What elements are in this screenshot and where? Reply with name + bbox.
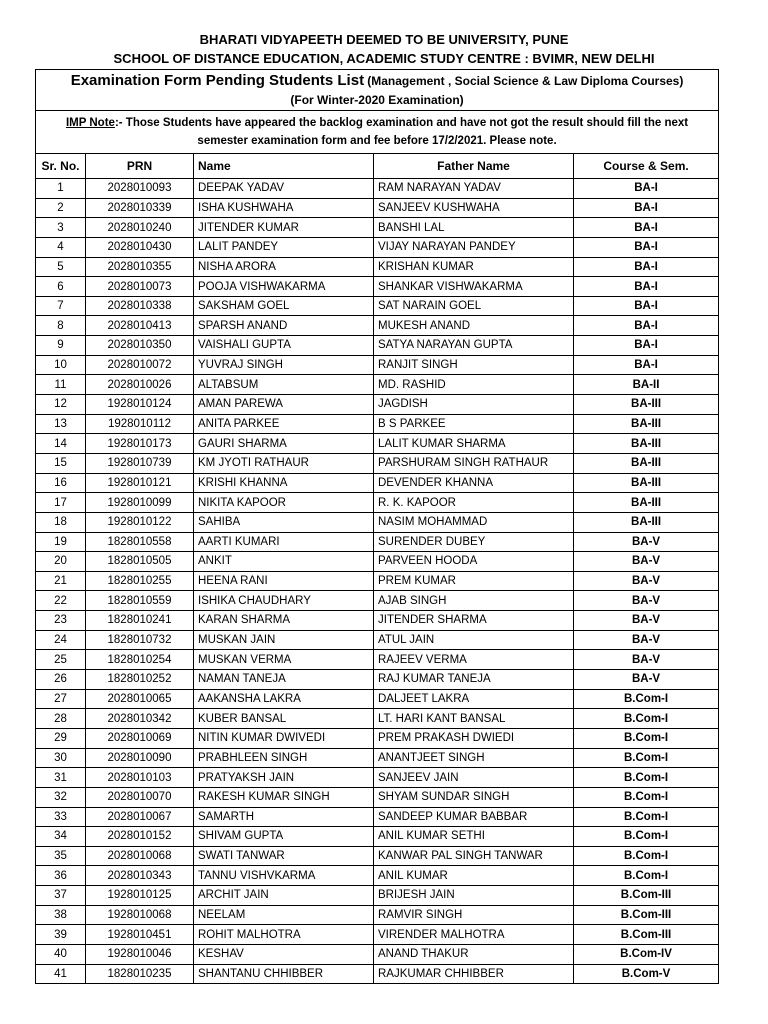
prn-cell: 2028010430	[86, 237, 194, 257]
sr-no-cell: 20	[36, 552, 86, 572]
sr-no-cell: 28	[36, 709, 86, 729]
table-row	[36, 257, 719, 277]
course-sem-cell: BA-I	[574, 296, 719, 316]
father-name-cell: PARVEEN HOODA	[374, 552, 574, 572]
course-sem-cell: B.Com-I	[574, 709, 719, 729]
table-row	[36, 316, 719, 336]
prn-cell: 1928010112	[86, 414, 194, 434]
prn-cell: 2028010339	[86, 198, 194, 218]
name-cell: KESHAV	[194, 944, 374, 964]
sr-no-cell: 31	[36, 768, 86, 788]
father-name-cell: SURENDER DUBEY	[374, 532, 574, 552]
course-sem-cell: BA-V	[574, 571, 719, 591]
course-sem-cell: B.Com-III	[574, 925, 719, 945]
name-cell: YUVRAJ SINGH	[194, 355, 374, 375]
course-sem-cell: BA-V	[574, 552, 719, 572]
prn-cell: 2028010069	[86, 728, 194, 748]
prn-cell: 2028010070	[86, 787, 194, 807]
school-name: SCHOOL OF DISTANCE EDUCATION, ACADEMIC STUDY CENTRE : BVIMR, NEW DELHI	[113, 51, 655, 66]
prn-cell: 1828010252	[86, 670, 194, 690]
table-row	[36, 807, 719, 827]
father-name-cell: RAM NARAYAN YADAV	[374, 179, 574, 199]
sr-no-cell: 33	[36, 807, 86, 827]
name-cell: KRISHI KHANNA	[194, 473, 374, 493]
table-row	[36, 198, 719, 218]
course-sem-cell: BA-I	[574, 179, 719, 199]
name-cell: AAKANSHA LAKRA	[194, 689, 374, 709]
name-cell: NISHA ARORA	[194, 257, 374, 277]
prn-cell: 1928010099	[86, 493, 194, 513]
table-row	[36, 964, 719, 984]
title-row	[36, 70, 719, 111]
course-sem-cell: BA-V	[574, 630, 719, 650]
sr-no-cell: 5	[36, 257, 86, 277]
col-header-prn: PRN	[86, 154, 194, 179]
exam-session: (For Winter-2020 Examination)	[290, 93, 464, 107]
name-cell: ALTABSUM	[194, 375, 374, 395]
course-sem-cell: B.Com-I	[574, 866, 719, 886]
name-cell: NAMAN TANEJA	[194, 670, 374, 690]
father-name-cell: RAJEEV VERMA	[374, 650, 574, 670]
table-row	[36, 237, 719, 257]
sr-no-cell: 22	[36, 591, 86, 611]
table-row	[36, 846, 719, 866]
father-name-cell: KANWAR PAL SINGH TANWAR	[374, 846, 574, 866]
sr-no-cell: 39	[36, 925, 86, 945]
title-cell	[36, 70, 719, 111]
course-sem-cell: BA-V	[574, 670, 719, 690]
course-sem-cell: BA-III	[574, 473, 719, 493]
father-name-cell: ANIL KUMAR SETHI	[374, 827, 574, 847]
table-row	[36, 866, 719, 886]
course-sem-cell: B.Com-I	[574, 728, 719, 748]
sr-no-cell: 2	[36, 198, 86, 218]
prn-cell: 2028010355	[86, 257, 194, 277]
course-sem-cell: BA-I	[574, 198, 719, 218]
table-row	[36, 650, 719, 670]
course-sem-cell: BA-III	[574, 512, 719, 532]
sr-no-cell: 13	[36, 414, 86, 434]
prn-cell: 2028010068	[86, 846, 194, 866]
table-row	[36, 827, 719, 847]
father-name-cell: MUKESH ANAND	[374, 316, 574, 336]
name-cell: KARAN SHARMA	[194, 611, 374, 631]
father-name-cell: LT. HARI KANT BANSAL	[374, 709, 574, 729]
university-name: BHARATI VIDYAPEETH DEEMED TO BE UNIVERSITY, PUNE	[199, 32, 569, 47]
father-name-cell: VIJAY NARAYAN PANDEY	[374, 237, 574, 257]
table-row	[36, 395, 719, 415]
sr-no-cell: 7	[36, 296, 86, 316]
father-name-cell: DEVENDER KHANNA	[374, 473, 574, 493]
sr-no-cell: 41	[36, 964, 86, 984]
sr-no-cell: 24	[36, 630, 86, 650]
sr-no-cell: 16	[36, 473, 86, 493]
sr-no-cell: 14	[36, 434, 86, 454]
course-sem-cell: B.Com-III	[574, 886, 719, 906]
name-cell: VAISHALI GUPTA	[194, 336, 374, 356]
father-name-cell: MD. RASHID	[374, 375, 574, 395]
course-sem-cell: BA-V	[574, 532, 719, 552]
prn-cell: 1928010125	[86, 886, 194, 906]
course-sem-cell: B.Com-I	[574, 787, 719, 807]
table-row	[36, 571, 719, 591]
prn-cell: 2028010350	[86, 336, 194, 356]
prn-cell: 2028010073	[86, 277, 194, 297]
father-name-cell: RANJIT SINGH	[374, 355, 574, 375]
prn-cell: 1828010235	[86, 964, 194, 984]
father-name-cell: ATUL JAIN	[374, 630, 574, 650]
name-cell: SAMARTH	[194, 807, 374, 827]
name-cell: SAKSHAM GOEL	[194, 296, 374, 316]
sr-no-cell: 36	[36, 866, 86, 886]
prn-cell: 1928010121	[86, 473, 194, 493]
prn-cell: 2028010093	[86, 179, 194, 199]
sr-no-cell: 10	[36, 355, 86, 375]
table-row	[36, 709, 719, 729]
name-cell: NEELAM	[194, 905, 374, 925]
table-row	[36, 355, 719, 375]
sr-no-cell: 26	[36, 670, 86, 690]
sr-no-cell: 8	[36, 316, 86, 336]
table-row	[36, 748, 719, 768]
table-row	[36, 473, 719, 493]
sr-no-cell: 19	[36, 532, 86, 552]
name-cell: ROHIT MALHOTRA	[194, 925, 374, 945]
name-cell: ISHA KUSHWAHA	[194, 198, 374, 218]
table-row	[36, 886, 719, 906]
name-cell: PRATYAKSH JAIN	[194, 768, 374, 788]
name-cell: MUSKAN VERMA	[194, 650, 374, 670]
table-row	[36, 277, 719, 297]
course-sem-cell: B.Com-I	[574, 827, 719, 847]
table-row	[36, 611, 719, 631]
sr-no-cell: 11	[36, 375, 86, 395]
name-cell: ANITA PARKEE	[194, 414, 374, 434]
table-row	[36, 179, 719, 199]
table-row	[36, 768, 719, 788]
name-cell: AMAN PAREWA	[194, 395, 374, 415]
name-cell: HEENA RANI	[194, 571, 374, 591]
sr-no-cell: 3	[36, 218, 86, 238]
table-row	[36, 414, 719, 434]
father-name-cell: DALJEET LAKRA	[374, 689, 574, 709]
sr-no-cell: 1	[36, 179, 86, 199]
prn-cell: 1828010559	[86, 591, 194, 611]
name-cell: JITENDER KUMAR	[194, 218, 374, 238]
sr-no-cell: 17	[36, 493, 86, 513]
name-cell: ISHIKA CHAUDHARY	[194, 591, 374, 611]
name-cell: SHANTANU CHHIBBER	[194, 964, 374, 984]
father-name-cell: SHYAM SUNDAR SINGH	[374, 787, 574, 807]
sr-no-cell: 18	[36, 512, 86, 532]
course-sem-cell: BA-I	[574, 218, 719, 238]
father-name-cell: PARSHURAM SINGH RATHAUR	[374, 453, 574, 473]
prn-cell: 2028010067	[86, 807, 194, 827]
father-name-cell: SAT NARAIN GOEL	[374, 296, 574, 316]
course-sem-cell: BA-V	[574, 611, 719, 631]
table-row	[36, 336, 719, 356]
course-sem-cell: B.Com-III	[574, 905, 719, 925]
prn-cell: 1828010254	[86, 650, 194, 670]
course-sem-cell: BA-V	[574, 650, 719, 670]
prn-cell: 1928010046	[86, 944, 194, 964]
prn-cell: 1928010124	[86, 395, 194, 415]
prn-cell: 1928010451	[86, 925, 194, 945]
father-name-cell: KRISHAN KUMAR	[374, 257, 574, 277]
table-row	[36, 689, 719, 709]
list-title: Examination Form Pending Students List	[70, 72, 365, 89]
course-sem-cell: BA-III	[574, 434, 719, 454]
father-name-cell: R. K. KAPOOR	[374, 493, 574, 513]
course-sem-cell: BA-I	[574, 257, 719, 277]
father-name-cell: JITENDER SHARMA	[374, 611, 574, 631]
prn-cell: 1828010558	[86, 532, 194, 552]
father-name-cell: PREM KUMAR	[374, 571, 574, 591]
table-row	[36, 728, 719, 748]
prn-cell: 1828010505	[86, 552, 194, 572]
father-name-cell: ANIL KUMAR	[374, 866, 574, 886]
course-sem-cell: BA-III	[574, 493, 719, 513]
father-name-cell: RAMVIR SINGH	[374, 905, 574, 925]
students-table	[35, 69, 719, 984]
prn-cell: 2028010413	[86, 316, 194, 336]
course-sem-cell: BA-I	[574, 277, 719, 297]
sr-no-cell: 9	[36, 336, 86, 356]
sr-no-cell: 38	[36, 905, 86, 925]
course-sem-cell: BA-I	[574, 355, 719, 375]
name-cell: LALIT PANDEY	[194, 237, 374, 257]
course-sem-cell: BA-III	[574, 395, 719, 415]
name-cell: RAKESH KUMAR SINGH	[194, 787, 374, 807]
course-sem-cell: BA-III	[574, 414, 719, 434]
table-row	[36, 375, 719, 395]
name-cell: TANNU VISHVKARMA	[194, 866, 374, 886]
prn-cell: 2028010152	[86, 827, 194, 847]
prn-cell: 2028010338	[86, 296, 194, 316]
prn-cell: 2028010090	[86, 748, 194, 768]
prn-cell: 1828010241	[86, 611, 194, 631]
col-header-father-name: Father Name	[374, 154, 574, 179]
father-name-cell: SHANKAR VISHWAKARMA	[374, 277, 574, 297]
course-sem-cell: B.Com-IV	[574, 944, 719, 964]
sr-no-cell: 25	[36, 650, 86, 670]
father-name-cell: JAGDISH	[374, 395, 574, 415]
prn-cell: 1928010739	[86, 453, 194, 473]
table-row	[36, 296, 719, 316]
table-row	[36, 905, 719, 925]
table-row	[36, 434, 719, 454]
table-row	[36, 453, 719, 473]
name-cell: AARTI KUMARI	[194, 532, 374, 552]
note-cell	[36, 111, 719, 154]
father-name-cell: ANANTJEET SINGH	[374, 748, 574, 768]
name-cell: ARCHIT JAIN	[194, 886, 374, 906]
note-row	[36, 111, 719, 154]
list-subtitle: (Management , Social Science & Law Diploma Courses)	[367, 74, 684, 88]
course-sem-cell: BA-III	[574, 453, 719, 473]
name-cell: ANKIT	[194, 552, 374, 572]
table-row	[36, 944, 719, 964]
name-cell: GAURI SHARMA	[194, 434, 374, 454]
course-sem-cell: BA-II	[574, 375, 719, 395]
name-cell: KUBER BANSAL	[194, 709, 374, 729]
name-cell: NIKITA KAPOOR	[194, 493, 374, 513]
course-sem-cell: BA-I	[574, 336, 719, 356]
name-cell: DEEPAK YADAV	[194, 179, 374, 199]
course-sem-cell: B.Com-I	[574, 807, 719, 827]
father-name-cell: PREM PRAKASH DWIEDI	[374, 728, 574, 748]
note-text: :- Those Students have appeared the backlog examination and have not got the result should fill the next semester examination form and fee before 17/2/2021. Please note.	[114, 117, 689, 147]
col-header-course-sem: Course & Sem.	[574, 154, 719, 179]
sr-no-cell: 6	[36, 277, 86, 297]
sr-no-cell: 15	[36, 453, 86, 473]
father-name-cell: BANSHI LAL	[374, 218, 574, 238]
course-sem-cell: BA-I	[574, 316, 719, 336]
prn-cell: 1828010732	[86, 630, 194, 650]
name-cell: SAHIBA	[194, 512, 374, 532]
name-cell: NITIN KUMAR DWIVEDI	[194, 728, 374, 748]
name-cell: SWATI TANWAR	[194, 846, 374, 866]
father-name-cell: RAJ KUMAR TANEJA	[374, 670, 574, 690]
father-name-cell: SANJEEV JAIN	[374, 768, 574, 788]
father-name-cell: LALIT KUMAR SHARMA	[374, 434, 574, 454]
sr-no-cell: 12	[36, 395, 86, 415]
course-sem-cell: B.Com-I	[574, 768, 719, 788]
table-row	[36, 532, 719, 552]
father-name-cell: NASIM MOHAMMAD	[374, 512, 574, 532]
father-name-cell: RAJKUMAR CHHIBBER	[374, 964, 574, 984]
table-row	[36, 670, 719, 690]
prn-cell: 2028010343	[86, 866, 194, 886]
father-name-cell: BRIJESH JAIN	[374, 886, 574, 906]
prn-cell: 2028010103	[86, 768, 194, 788]
father-name-cell: SATYA NARAYAN GUPTA	[374, 336, 574, 356]
prn-cell: 2028010240	[86, 218, 194, 238]
table-row	[36, 218, 719, 238]
col-header-sr-no: Sr. No.	[36, 154, 86, 179]
course-sem-cell: BA-I	[574, 237, 719, 257]
table-row	[36, 591, 719, 611]
table-row	[36, 512, 719, 532]
name-cell: MUSKAN JAIN	[194, 630, 374, 650]
name-cell: SPARSH ANAND	[194, 316, 374, 336]
table-row	[36, 787, 719, 807]
sr-no-cell: 4	[36, 237, 86, 257]
father-name-cell: SANDEEP KUMAR BABBAR	[374, 807, 574, 827]
course-sem-cell: BA-V	[574, 591, 719, 611]
sr-no-cell: 29	[36, 728, 86, 748]
father-name-cell: B S PARKEE	[374, 414, 574, 434]
table-row	[36, 552, 719, 572]
sr-no-cell: 35	[36, 846, 86, 866]
name-cell: KM JYOTI RATHAUR	[194, 453, 374, 473]
name-cell: SHIVAM GUPTA	[194, 827, 374, 847]
prn-cell: 2028010072	[86, 355, 194, 375]
note-label: IMP Note	[65, 117, 115, 129]
course-sem-cell: B.Com-I	[574, 689, 719, 709]
sr-no-cell: 21	[36, 571, 86, 591]
sr-no-cell: 34	[36, 827, 86, 847]
header-row	[36, 154, 719, 179]
sr-no-cell: 30	[36, 748, 86, 768]
table-row	[36, 493, 719, 513]
course-sem-cell: B.Com-I	[574, 846, 719, 866]
name-cell: PRABHLEEN SINGH	[194, 748, 374, 768]
course-sem-cell: B.Com-V	[574, 964, 719, 984]
father-name-cell: SANJEEV KUSHWAHA	[374, 198, 574, 218]
father-name-cell: VIRENDER MALHOTRA	[374, 925, 574, 945]
prn-cell: 2028010342	[86, 709, 194, 729]
sr-no-cell: 32	[36, 787, 86, 807]
prn-cell: 2028010065	[86, 689, 194, 709]
prn-cell: 2028010026	[86, 375, 194, 395]
sr-no-cell: 40	[36, 944, 86, 964]
name-cell: POOJA VISHWAKARMA	[194, 277, 374, 297]
table-row	[36, 925, 719, 945]
prn-cell: 1928010068	[86, 905, 194, 925]
father-name-cell: AJAB SINGH	[374, 591, 574, 611]
sr-no-cell: 27	[36, 689, 86, 709]
table-row	[36, 630, 719, 650]
prn-cell: 1828010255	[86, 571, 194, 591]
prn-cell: 1928010122	[86, 512, 194, 532]
prn-cell: 1928010173	[86, 434, 194, 454]
father-name-cell: ANAND THAKUR	[374, 944, 574, 964]
sr-no-cell: 37	[36, 886, 86, 906]
sr-no-cell: 23	[36, 611, 86, 631]
course-sem-cell: B.Com-I	[574, 748, 719, 768]
col-header-name: Name	[194, 154, 374, 179]
